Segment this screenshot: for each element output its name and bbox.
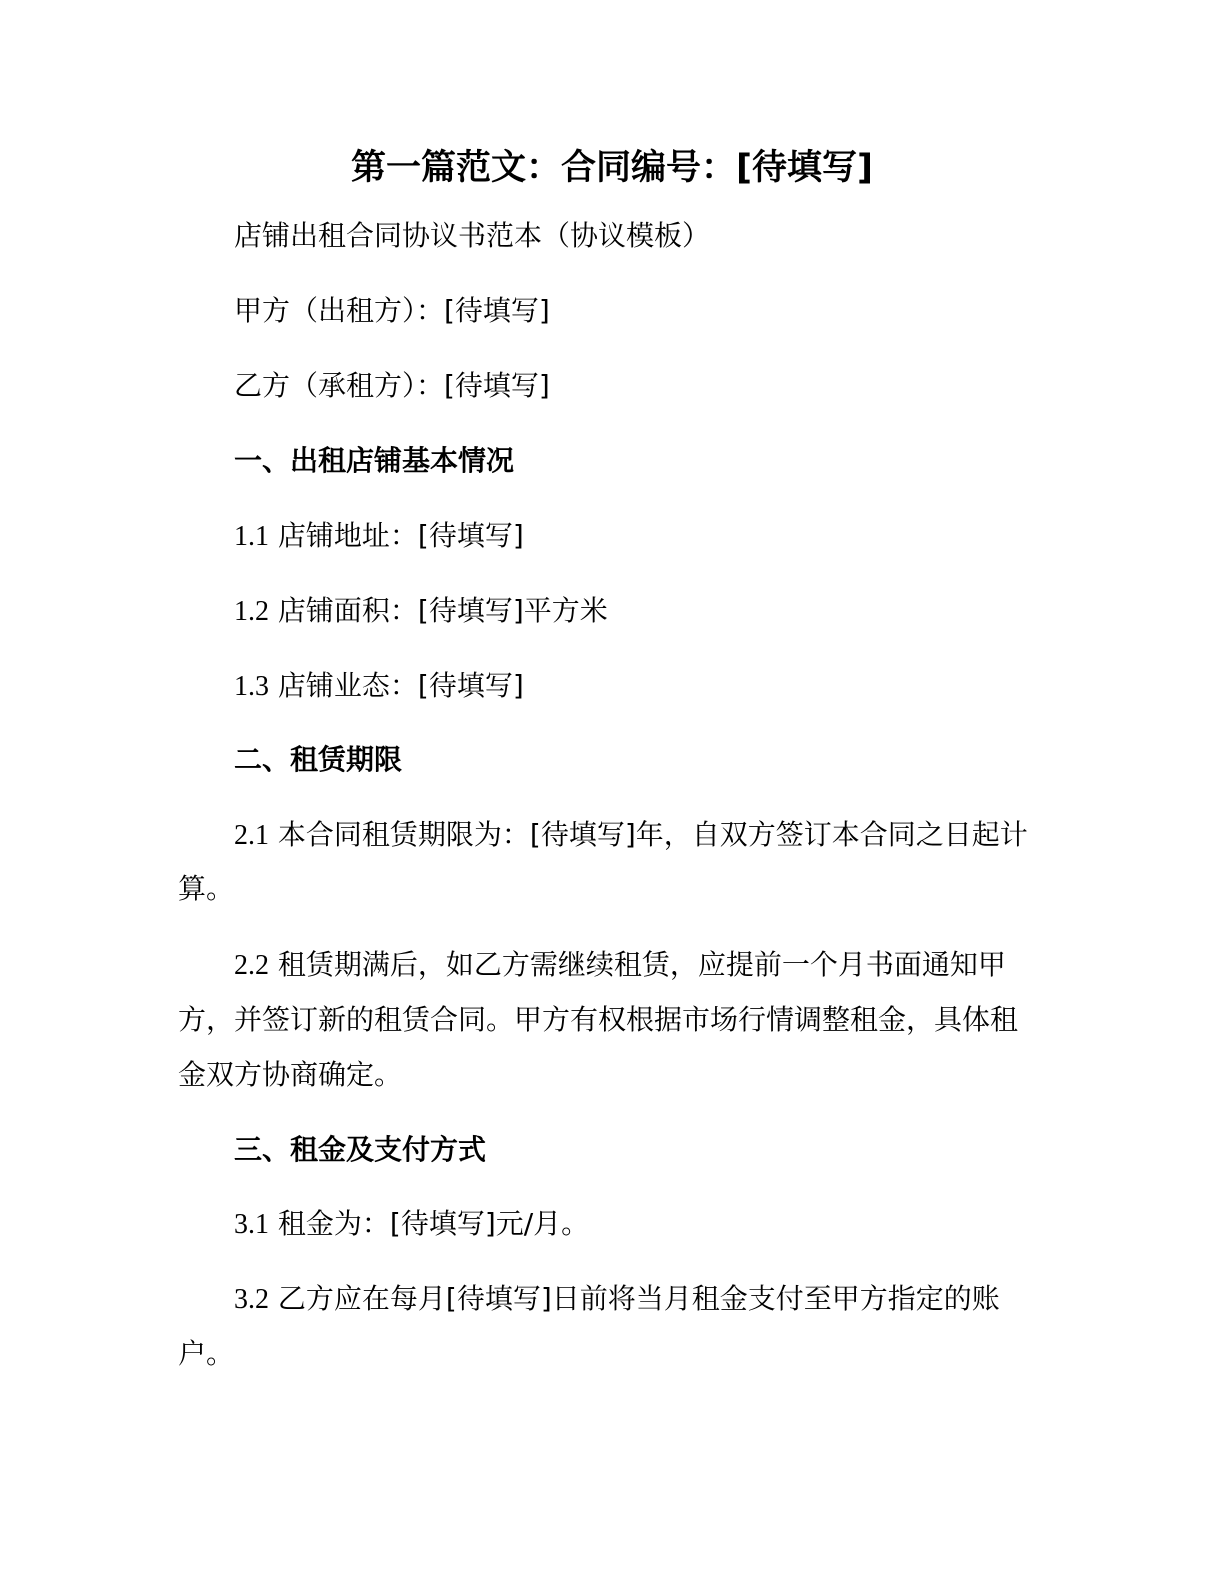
clause-2-1-line-2: 算。 (178, 872, 235, 905)
clause-text: 租赁期满后，如乙方需继续租赁，应提前一个月书面通知甲 (269, 948, 1006, 981)
clause-text: 店铺面积：[待填写]平方米 (269, 594, 608, 627)
clause-text: 乙方应在每月[待填写]日前将当月租金支付至甲方指定的账 (269, 1282, 1000, 1315)
party-b-line: 乙方（承租方）：[待填写] (234, 369, 550, 402)
clause-text: 租金为：[待填写]元/月。 (269, 1207, 590, 1240)
clause-number: 1.1 (234, 521, 269, 552)
clause-number: 3.2 (234, 1284, 269, 1315)
clause-number: 2.1 (234, 820, 269, 851)
clause-number: 1.2 (234, 596, 269, 627)
clause-2-1-line-1 (234, 815, 1028, 856)
clause-1-1 (234, 516, 524, 557)
clause-text: 店铺业态：[待填写] (269, 669, 524, 702)
clause-number: 3.1 (234, 1209, 269, 1240)
clause-2-2-line-3: 金双方协商确定。 (178, 1058, 403, 1091)
clause-number: 1.3 (234, 671, 269, 702)
section-3-heading: 三、租金及支付方式 (234, 1133, 487, 1166)
document-subtitle: 店铺出租合同协议书范本（协议模板） (234, 219, 711, 252)
clause-1-3 (234, 666, 524, 707)
clause-3-2-line-2: 户。 (178, 1337, 235, 1370)
clause-2-2-line-1 (234, 945, 1006, 986)
document-title: 第一篇范文：合同编号：[待填写] (351, 148, 873, 188)
clause-number: 2.2 (234, 950, 269, 981)
clause-2-2-line-2: 方，并签订新的租赁合同。甲方有权根据市场行情调整租金，具体租 (178, 1003, 1019, 1036)
party-a-line: 甲方（出租方）：[待填写] (234, 294, 550, 327)
clause-text: 本合同租赁期限为：[待填写]年，自双方签订本合同之日起计 (269, 818, 1028, 851)
clause-3-1 (234, 1204, 589, 1245)
section-1-heading: 一、出租店铺基本情况 (234, 444, 515, 477)
clause-3-2-line-1 (234, 1279, 1000, 1320)
clause-1-2 (234, 591, 608, 632)
section-2-heading: 二、租赁期限 (234, 743, 403, 776)
clause-text: 店铺地址：[待填写] (269, 519, 524, 552)
